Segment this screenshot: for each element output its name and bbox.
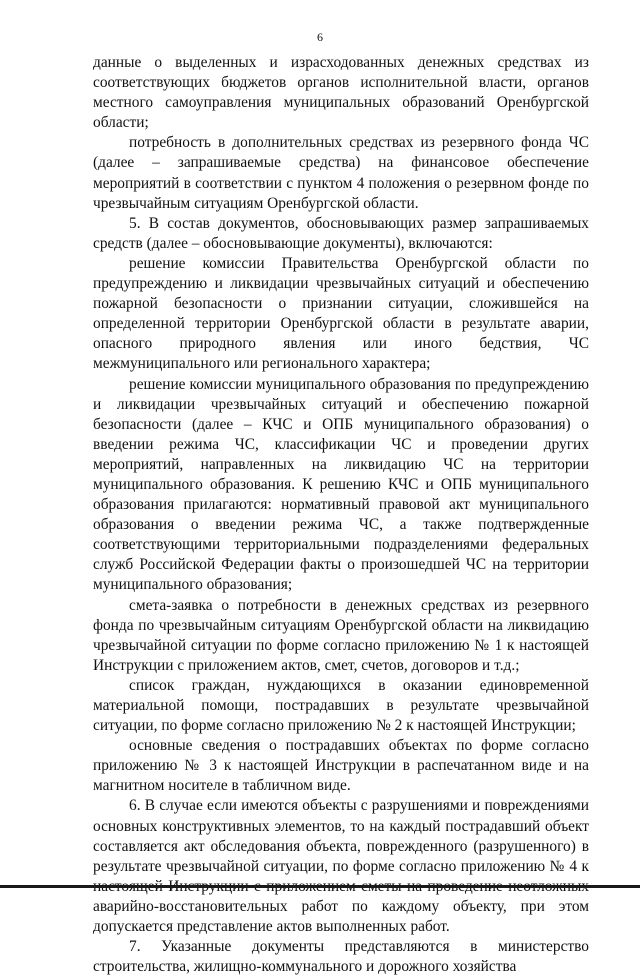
paragraph-damaged-objects: основные сведения о пострадавших объектах по форме согласно приложению № 3 к настоящей Инструкции в распечатанном виде и на магнитном носителе в табличном виде. xyxy=(93,737,589,795)
paragraph-funds-data: данные о выделенных и израсходованных денежных средствах из соответствующих бюджетов органов исполнительной власти, органов местного самоуправления муниципальных образований Оренбургской области; xyxy=(93,54,589,132)
paragraph-item-6: 6. В случае если имеются объекты с разрушениями и повреждениями основных конструктивных элементов, то на каждый пострадавший объект составляется акт обследования объекта, поврежденного (разрушенного) в результате чрезвычайной ситуации, по форме согласно приложению № 4 к аварийно-восстановительных работ по каждому объекту, при этом допускается представление актов выполненных работ. xyxy=(93,797,589,936)
paragraph-estimate-request: смета-заявка о потребности в денежных средствах из резервного фонда по чрезвычайным ситуациям Оренбургской области на ликвидацию чрезвычайной ситуации по форме согласно приложению № 1 к настоящей Инструкции с приложением актов, смет, счетов, договоров и т.д.; xyxy=(93,596,589,674)
paragraph-municipal-commission: решение комиссии муниципального образования по предупреждению и ликвидации чрезвычайных ситуаций и обеспечению пожарной безопасности (далее – КЧС и ОПБ муниципального образования) о введении режима ЧС, классификации ЧС и проведении других мероприятий, направленных на ликвидацию ЧС на территории муниципального образования. К решению КЧС и ОПБ муниципального образования прилагаются: нормативный правовой акт муниципального образования о введении режима ЧС, а также подтвержденные соответствующими территориальными подразделениями федеральных служб Российской Федерации факты о произошедшей ЧС на территории муниципального образования; xyxy=(93,375,589,594)
bottom-divider xyxy=(0,885,640,888)
page-number: 6 xyxy=(317,30,323,44)
paragraph-government-commission: решение комиссии Правительства Оренбургской области по предупреждению и ликвидации чрезвычайных ситуаций и обеспечению пожарной безопасности о признании ситуации, сложившейся на определенной территории Оренбургской области в результате аварии, опасного природного явления или иного бедствия, ЧС межмуниципального или регионального характера; xyxy=(93,254,589,373)
paragraph-item-7: 7. Указанные документы представляются в министерство строительства, жилищно-коммунального и дорожного хозяйства xyxy=(93,938,589,976)
paragraph-citizens-list: список граждан, нуждающихся в оказании единовременной материальной помощи, пострадавших в результате чрезвычайной ситуации, по форме согласно приложению № 2 к настоящей Инструкции; xyxy=(93,676,589,735)
paragraph-item-5: 5. В состав документов, обосновывающих размер запрашиваемых средств (далее – обосновывающие документы), включаются: xyxy=(93,214,589,252)
paragraph-additional-funds: потребность в дополнительных средствах из резервного фонда ЧС (далее – запрашиваемые средства) на финансовое обеспечение мероприятий в соответствии с пунктом 4 положения о резервном фонде по чрезвычайным ситуациям Оренбургской области. xyxy=(93,134,589,212)
document-body xyxy=(93,53,589,977)
